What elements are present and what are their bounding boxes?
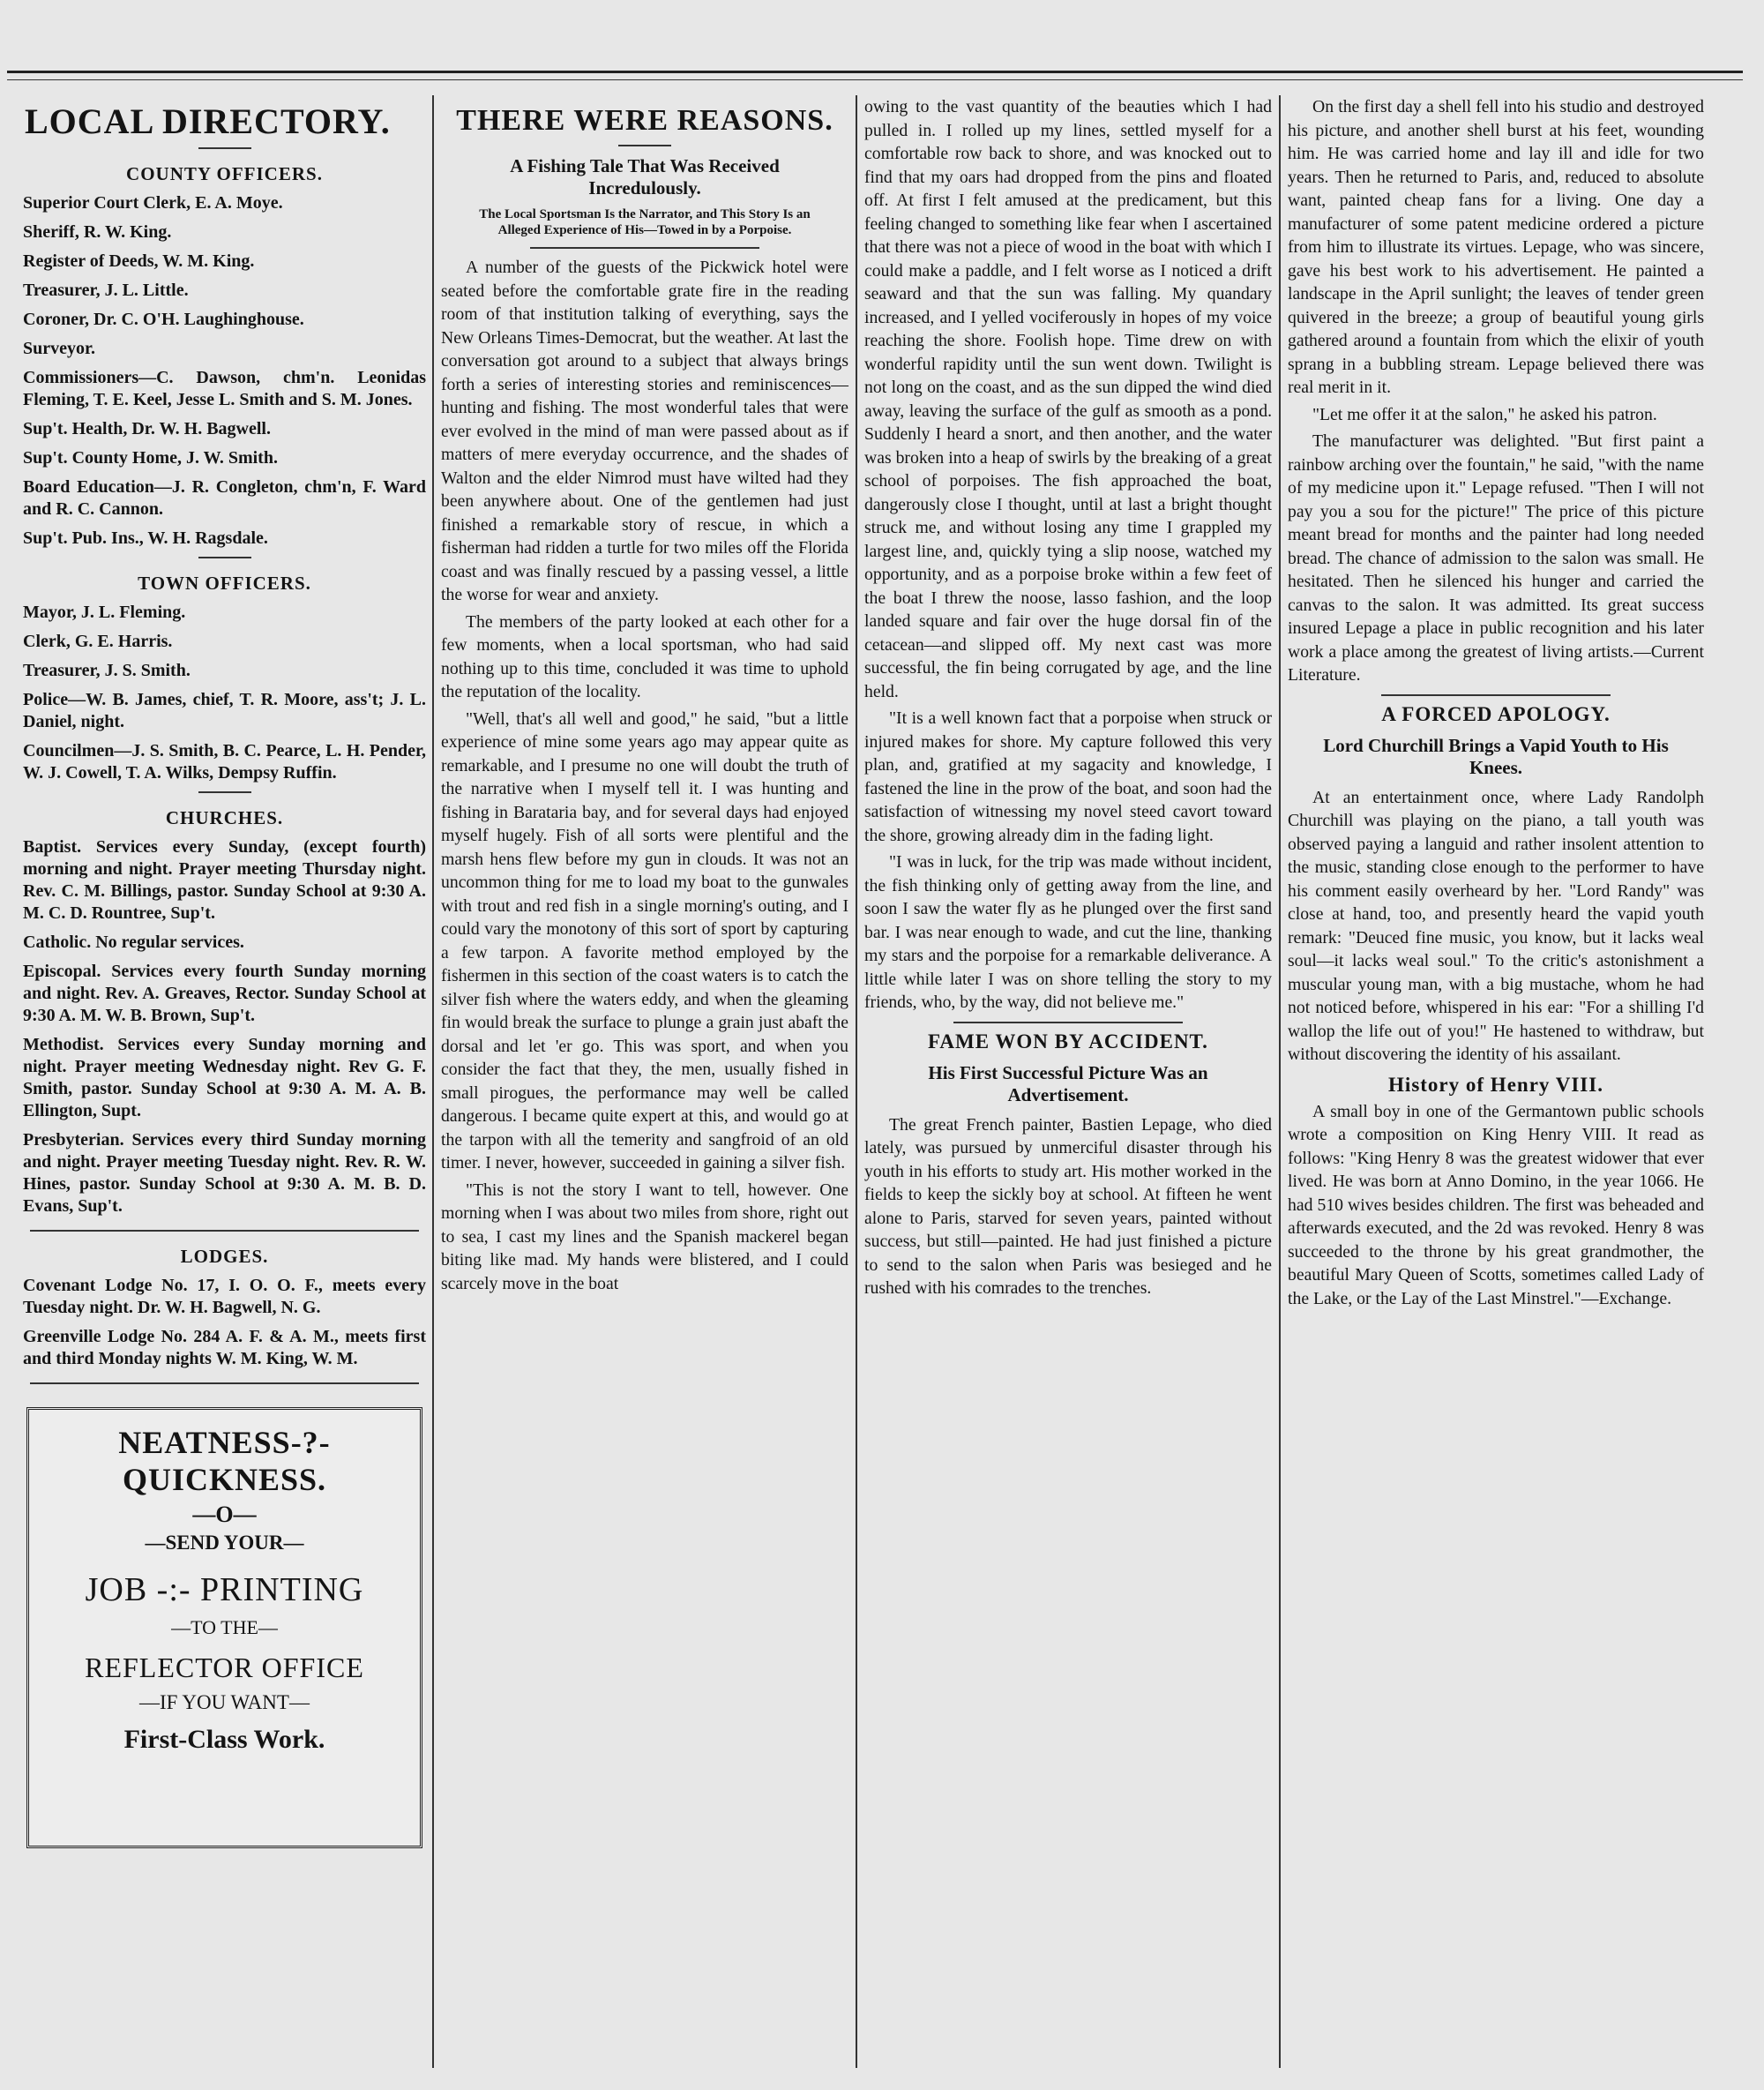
article-paragraph: The members of the party looked at each other for a few moments, when a local sportsman, who had said nothing up to this time, concluded it was time to uphold the reputation of the locality. [441, 611, 848, 701]
article-paragraph: The manufacturer was delighted. "But first paint a rainbow arching over the fountain," he said, "with the name of my medicine upon it." Lepage refused. "Then I will not pay you a sou for the picture!" The price of this picture meant bread for months and the painter had long needed bread. The chance of admission to the salon was small. He hesitated. Then he silenced his hunger and carried the canvas to the salon. It was admitted. Its great success insured Lepage a place in public recognition and his later work a place among the greatest of living artists.—Current Literature. [1288, 431, 1704, 685]
directory-entry: Methodist. Services every Sunday morning and night. Prayer meeting Wednesday night. Rev G. F. Smith, pastor. Sunday School at 9:30 A. M. A. B. Ellington, Supt. [23, 1035, 426, 1120]
churches-heading: CHURCHES. [165, 807, 284, 828]
directory-entry: Commissioners—C. Dawson, chm'n. Leonidas Fleming, T. E. Keel, Jesse L. Smith and S. M. Jones. [23, 368, 426, 409]
column-porpoise-story [856, 95, 1279, 2068]
local-directory-title: LOCAL DIRECTORY. [25, 101, 391, 141]
top-rule [7, 71, 1743, 73]
divider [530, 247, 759, 249]
directory-entry: Superior Court Clerk, E. A. Moye. [23, 193, 283, 213]
ad-neatness: NEATNESS-?-QUICKNESS. [118, 1425, 331, 1497]
article-paragraph: "It is a well known fact that a porpoise when struck or injured makes for shore. My capture followed this very plan, and, gratified at my sagacity and knowledge, I fastened the line in the prow of the boat, and soon had the satisfaction of witnessing my novel steed cavort toward the shore, growing already dim in the fading light. [864, 708, 1272, 845]
article-headline: History of Henry VIII. [1388, 1073, 1603, 1096]
directory-entry: Clerk, G. E. Harris. [23, 632, 173, 651]
directory-entry: Coroner, Dr. C. O'H. Laughinghouse. [23, 310, 304, 329]
divider [953, 1022, 1183, 1023]
town-officers-heading: TOWN OFFICERS. [138, 573, 311, 594]
ad-ornament: —O— [192, 1502, 257, 1527]
article-headline: FAME WON BY ACCIDENT. [928, 1030, 1208, 1052]
article-headline: THERE WERE REASONS. [456, 104, 833, 137]
divider [198, 147, 251, 149]
directory-entry: Board Education—J. R. Congleton, chm'n, F. Ward and R. C. Cannon. [23, 477, 426, 519]
divider [198, 791, 251, 793]
directory-entry: Police—W. B. James, chief, T. R. Moore, ass't; J. L. Daniel, night. [23, 690, 426, 731]
directory-entry: Greenville Lodge No. 284 A. F. & A. M., meets first and third Monday nights W. M. King, W. M. [23, 1327, 426, 1368]
divider [618, 145, 671, 146]
divider [1381, 694, 1611, 696]
top-rule-thin [7, 79, 1743, 80]
article-paragraph: On the first day a shell fell into his studio and destroyed his picture, and another shell burst at his feet, wounding him. He was carried home and lay ill and idle for two years. Then he returned to Paris, and, reduced to absolute want, painted cheap fans for a living. One day a manufacturer of some patent medicine ordered a picture from him to illustrate its virtues. Lepage, who was sincere, gave his best work to his advertisement. He painted a landscape in the April sunlight; the leaves of tender green quivered in the breeze; a group of beautiful young girls gathered around a fountain from which the elixir of youth sprang in a bubbling stream. Lepage believed there was real merit in it. [1288, 97, 1704, 397]
directory-entry: Catholic. No regular services. [23, 933, 244, 952]
divider [198, 557, 251, 558]
article-deck: A Fishing Tale That Was Received Incredulously. [510, 155, 780, 199]
article-deck: Lord Churchill Brings a Vapid Youth to His Knees. [1323, 734, 1669, 778]
article-paragraph: "Let me offer it at the salon," he asked his patron. [1312, 404, 1657, 424]
ad-first-class-work: First-Class Work. [123, 1725, 325, 1754]
ad-to-the: —TO THE— [171, 1616, 278, 1638]
article-paragraph: At an entertainment once, where Lady Randolph Churchill was playing on the piano, a tall youth was observed paying a languid and rather insolent attention to the music, standing close enough to the performer to have his comment easily overheard by her. "Lord Randy" was close at hand, too, and presently heard the vapid youth remark: "Deuced fine music, you know, but it lacks weal soul—it lacks weal soul." To the critic's astonishment a muscular young man, with a big mustache, whom he had not noticed before, whispered in his ear: "For a shilling I'd wallop the life out of you!" He hastened to withdraw, but without discovering the identity of his assailant. [1288, 787, 1704, 1064]
article-paragraph: A small boy in one of the Germantown public schools wrote a composition on King Henry VIII. It read as follows: "King Henry 8 was the greatest widower that ever lived. He was born at Anno Domino, in the year 1066. He had 510 wives besides children. The first was beheaded and afterwards executed, and the 2d was revoked. Henry 8 was succeeded to the throne by his great grandmother, the beautiful Mary Queen of Scotts, sometimes called Lady of the Lake, or the Lay of the Last Minstrel."—Exchange. [1288, 1101, 1704, 1308]
article-paragraph: owing to the vast quantity of the beauties which I had pulled in. I rolled up my lines, settled myself for a comfortable row back to shore, and was knocked out to find that my oars had dropped from the pins and floated off. At first I felt amused at the predicament, but this feeling changed to something like fear when I ascertained that there was not a piece of wood in the boat with which I could make a paddle, and I felt worse as I noticed a drift seaward and that the sun was falling. My quandary increased, and I yelled vociferously in hopes of my voice reaching the shore. Foolish hope. Time drew on with wonderful rapidity until the sun went down. Twilight is not long on the coast, and as the sun dipped the wind died away, leaving the surface of the gulf as smooth as a pond. Suddenly I heard a snort, and then another, and the water was broken into a heap of swirls by the breaking of a great school of porpoises. The fish approached the boat, dangerously close I thought, until at last a bright thought struck me, and without losing any time I grappled my largest line, and, quickly tying a slip noose, watched my opportunity, and as a porpoise broke within a few feet of the boat I threw the noose, lasso fashion, and the loop landed square and fair over the huge dorsal fin of the cetacean—and slipped off. My next cast was more successful, the fin being corrugated by age, and the line held. [864, 97, 1272, 701]
article-paragraph: The great French painter, Bastien Lepage, who died lately, was pursued by unmerciful disaster through his youth in his efforts to study art. His mother worked in the fields to keep the sickly boy at school. At fifteen he went alone to Paris, starved for seven years, painted without success, but still—painted. He had just finished a picture to send to the salon when Paris was besieged and he rushed with his comrades to the trenches. [864, 1114, 1272, 1298]
directory-entry: Surveyor. [23, 339, 96, 358]
directory-entry: Covenant Lodge No. 17, I. O. O. F., meets every Tuesday night. Dr. W. H. Bagwell, N. G. [23, 1276, 426, 1317]
directory-entry: Sup't. Pub. Ins., W. H. Ragsdale. [23, 528, 268, 548]
ad-reflector-office: REFLECTOR OFFICE [85, 1652, 364, 1683]
column-lepage-churchill [1279, 95, 1711, 2068]
article-paragraph: A number of the guests of the Pickwick hotel were seated before the comfortable grate fire in the reading room of that institution talking of everything, says the New Orleans Times-Democrat, but the weather. At last the conversation got around to a subject that always brings forth a series of interesting stories and reminiscences—hunting and fishing. The most wonderful tales that were ever evolved in the mind of man were passed about as if matters of mere everyday occurrence, and the shades of Walton and the elder Nimrod must have wilted had they been anywhere about. One of the gentlemen had just finished a remarkable story of rescue, in which a fisherman had ridden a turtle for two miles off the Florida coast and was finally rescued by a passing vessel, a little the worse for wear and anxiety. [441, 258, 848, 604]
directory-entry: Register of Deeds, W. M. King. [23, 251, 255, 271]
directory-entry: Presbyterian. Services every third Sunday morning and night. Prayer meeting Tuesday night. Rev. R. W. Hines, pastor. Sunday School at 9:30 A. M. B. D. Evans, Sup't. [23, 1130, 426, 1216]
directory-entry: Sup't. County Home, J. W. Smith. [23, 448, 278, 468]
directory-entry: Treasurer, J. L. Little. [23, 281, 189, 300]
directory-entry: Baptist. Services every Sunday, (except fourth) morning and night. Prayer meeting Thursday night. Rev. C. M. Billings, pastor. Sunday School at 9:30 A. M. C. D. Rountree, Sup't. [23, 837, 426, 923]
article-paragraph: "I was in luck, for the trip was made without incident, the fish thinking only of getting away from the line, and soon I saw the water fly as he plunged over the first sand bar. I was near enough to wade, and cut the line, thanking my stars and the porpoise for a remarkable deliverance. A little while later I was on shore telling the story to my friends, who, by the way, did not believe me." [864, 852, 1272, 1012]
article-paragraph: "This is not the story I want to tell, however. One morning when I was about two miles from shore, right out to sea, I cast my lines and the Spanish mackerel began biting like mad. My hands were blistered, and I could scarcely move in the boat [441, 1180, 848, 1293]
column-local-directory [16, 95, 433, 2068]
directory-entry: Sheriff, R. W. King. [23, 222, 172, 242]
reflector-office-ad [26, 1407, 422, 1848]
article-subdeck: The Local Sportsman Is the Narrator, and This Story Is an Alleged Experience of His—Towed in by a Porpoise. [479, 207, 811, 237]
directory-entry: Treasurer, J. S. Smith. [23, 661, 191, 680]
article-deck: His First Successful Picture Was an Advertisement. [928, 1061, 1208, 1105]
directory-entry: Episcopal. Services every fourth Sunday morning and night. Rev. A. Greaves, Rector. Sunday School at 9:30 A. M. W. B. Brown, Sup't. [23, 962, 426, 1025]
article-headline: A FORCED APOLOGY. [1381, 702, 1611, 725]
article-paragraph: "Well, that's all well and good," he said, "but a little experience of mine some years ago may appear quite as remarkable, and I presume no one will doubt the truth of the narrative when I myself tell it. I was hunting and fishing in Barataria bay, and for several days had enjoyed myself hugely. Fish of all sorts were plentiful and the marsh hens flew before my gun in clouds. It was not an uncommon thing for me to load my boat to the gunwales with trout and red fish in a single morning's outing, and I could vary the monotony of this sort of sport by capturing a few tarpon. A favorite method employed by the fishermen in this section of the coast waters is to catch the silver fish where the waters eddy, and when the gleaming fin would break the surface to plunge a grain just abaft the dorsal and let 'er go. This was sport, and when you consider the fact that they, the men, usually fished in small pirogues, the performance may well be called dangerous. I became quite expert at this, and would go at the tarpon with all the temerity and sangfroid of an old timer. I never, however, succeeded in gaining a silver fish. [441, 708, 848, 1172]
directory-entry: Mayor, J. L. Fleming. [23, 603, 186, 622]
directory-entry: Councilmen—J. S. Smith, B. C. Pearce, L. H. Pender, W. J. Cowell, T. A. Wilks, Dempsy Ruffin. [23, 741, 426, 783]
column-there-were-reasons [432, 95, 856, 2068]
ad-send-your: —SEND YOUR— [145, 1532, 304, 1554]
lodges-heading: LODGES. [180, 1246, 269, 1267]
divider [30, 1382, 419, 1384]
county-officers-heading: COUNTY OFFICERS. [126, 163, 323, 184]
directory-entry: Sup't. Health, Dr. W. H. Bagwell. [23, 419, 271, 438]
ad-if-you-want: —IF YOU WANT— [139, 1691, 310, 1713]
divider [30, 1230, 419, 1232]
ad-job-printing: JOB -:- PRINTING [85, 1571, 364, 1608]
